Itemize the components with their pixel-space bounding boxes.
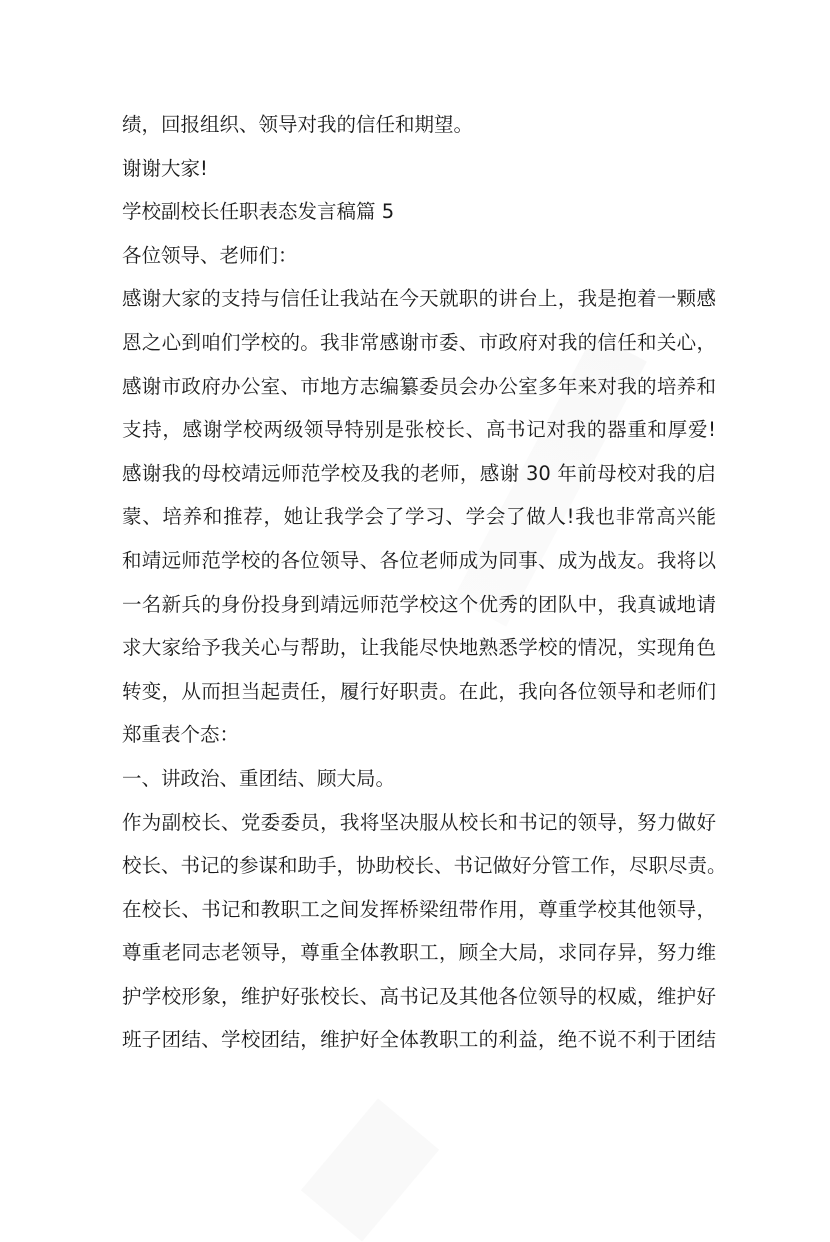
text-line: 一、讲政治、重团结、顾大局。 xyxy=(122,766,396,790)
text-line: 尊重老同志老领导，尊重全体教职工，顾全大局，求同存异，努力维 xyxy=(122,941,716,965)
document-body xyxy=(122,103,727,1062)
text-line: 转变，从而担当起责任，履行好职责。在此，我向各位领导和老师们 xyxy=(122,679,716,703)
text-line: 和靖远师范学校的各位领导、各位老师成为同事、成为战友。我将以 xyxy=(122,548,716,572)
text-line: 在校长、书记和教职工之间发挥桥梁纽带作用，尊重学校其他领导， xyxy=(122,897,716,921)
text-line: 一名新兵的身份投身到靖远师范学校这个优秀的团队中，我真诚地请 xyxy=(122,592,716,616)
text-line: 支持，感谢学校两级领导特别是张校长、高书记对我的器重和厚爱! xyxy=(122,418,716,442)
text-line: 绩，回报组织、领导对我的信任和期望。 xyxy=(122,113,474,136)
text-line: 作为副校长、党委委员，我将坚决服从校长和书记的领导，努力做好 xyxy=(122,810,716,834)
text-line: 各位领导、老师们： xyxy=(122,243,298,267)
text-line: 感谢市政府办公室、市地方志编纂委员会办公室多年来对我的培养和 xyxy=(122,374,716,398)
text-line: 护学校形象，维护好张校长、高书记及其他各位领导的权威，维护好 xyxy=(122,984,716,1008)
text-line: 感谢我的母校靖远师范学校及我的老师，感谢 30 年前母校对我的启 xyxy=(122,461,716,485)
text-line: 班子团结、学校团结，维护好全体教职工的利益，绝不说不利于团结 xyxy=(122,1028,716,1052)
text-line: 郑重表个态： xyxy=(122,723,240,747)
watermark xyxy=(301,1098,439,1241)
text-line: 谢谢大家! xyxy=(122,156,208,180)
text-line: 蒙、培养和推荐，她让我学会了学习、学会了做人!我也非常高兴能 xyxy=(122,505,716,529)
text-line: 学校副校长任职表态发言稿篇 5 xyxy=(122,200,395,224)
text-line: 校长、书记的参谋和助手，协助校长、书记做好分管工作，尽职尽责。 xyxy=(122,854,727,878)
text-line: 恩之心到咱们学校的。我非常感谢市委、市政府对我的信任和关心， xyxy=(122,330,716,354)
text-line: 感谢大家的支持与信任让我站在今天就职的讲台上，我是抱着一颗感 xyxy=(122,287,716,311)
text-line: 求大家给予我关心与帮助，让我能尽快地熟悉学校的情况，实现角色 xyxy=(122,636,716,660)
